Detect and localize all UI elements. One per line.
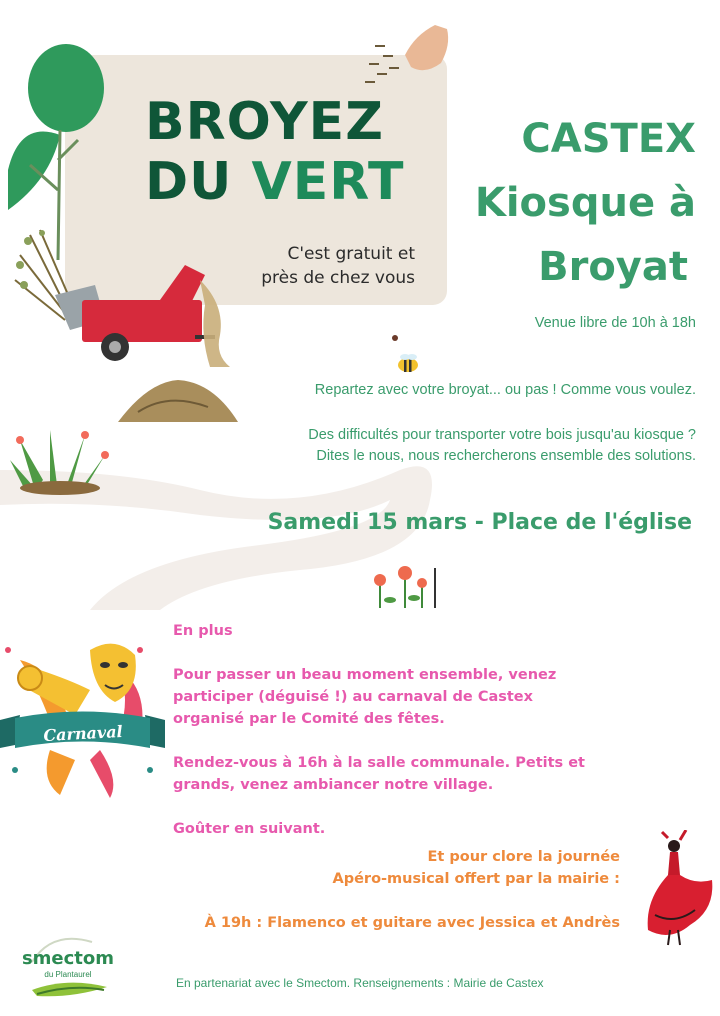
carnival-banner-label: Carnaval bbox=[42, 721, 124, 746]
kiosk-title-line2: Broyat bbox=[538, 244, 688, 290]
event-date-place: Samedi 15 mars - Place de l'église bbox=[267, 510, 692, 535]
kiosk-title-line1: Kiosque à bbox=[474, 180, 696, 226]
logo-name: smectom bbox=[21, 948, 115, 969]
poster-title bbox=[145, 92, 445, 212]
opening-hours: Venue libre de 10h à 18h bbox=[534, 315, 696, 331]
poster-title-line2 bbox=[145, 152, 445, 212]
wood-chips-icon bbox=[195, 275, 245, 370]
poster-title-du: DU bbox=[145, 152, 252, 212]
small-bug-icon bbox=[390, 333, 400, 343]
carnival-illustration bbox=[0, 630, 165, 800]
poster-subtitle-line2: près de chez vous bbox=[261, 268, 415, 288]
broyat-note: Repartez avec votre broyat... ou pas ! Comme vous voulez. bbox=[314, 382, 696, 398]
flowers-icon bbox=[360, 560, 440, 610]
tick-mark-icon bbox=[432, 568, 438, 608]
carnival-para2-line2: grands, venez ambiancer notre village. bbox=[173, 777, 494, 793]
carnival-para1-line2: participer (déguisé !) au carnaval de Castex bbox=[173, 689, 533, 705]
carnival-text bbox=[173, 620, 613, 840]
evening-line3: À 19h : Flamenco et guitare avec Jessica et Andrès bbox=[204, 915, 620, 931]
carnival-snack: Goûter en suivant. bbox=[173, 821, 326, 837]
logo-tagline: du Plantaurel bbox=[44, 970, 92, 979]
poster-subtitle-line1: C'est gratuit et bbox=[287, 244, 415, 264]
poster-title-line1: BROYEZ bbox=[145, 92, 384, 152]
poster-title-vert: VERT bbox=[251, 152, 405, 212]
bush-icon bbox=[5, 420, 115, 495]
footer-text: En partenariat avec le Smectom. Renseignements : Mairie de Castex bbox=[176, 976, 544, 990]
town-name: CASTEX bbox=[521, 116, 696, 162]
carnival-para1-line1: Pour passer un beau moment ensemble, venez bbox=[173, 667, 557, 683]
help-text bbox=[196, 425, 696, 467]
smectom-logo bbox=[12, 932, 122, 1002]
flamenco-dancer-icon bbox=[640, 830, 718, 948]
poster-subtitle bbox=[230, 242, 415, 290]
evening-line1: Et pour clore la journée bbox=[427, 849, 620, 865]
bee-icon bbox=[395, 352, 421, 374]
carnival-para2-line1: Rendez-vous à 16h à la salle communale. Petits et bbox=[173, 755, 585, 771]
help-text-line2: Dites le nous, nous rechercherons ensemble des solutions. bbox=[316, 448, 696, 464]
carnival-para1-line3: organisé par le Comité des fêtes. bbox=[173, 711, 445, 727]
help-text-line1: Des difficultés pour transporter votre bois jusqu'au kiosque ? bbox=[308, 427, 696, 443]
carnival-heading: En plus bbox=[173, 623, 233, 639]
evening-text bbox=[180, 846, 620, 890]
evening-line2: Apéro-musical offert par la mairie : bbox=[332, 871, 620, 887]
